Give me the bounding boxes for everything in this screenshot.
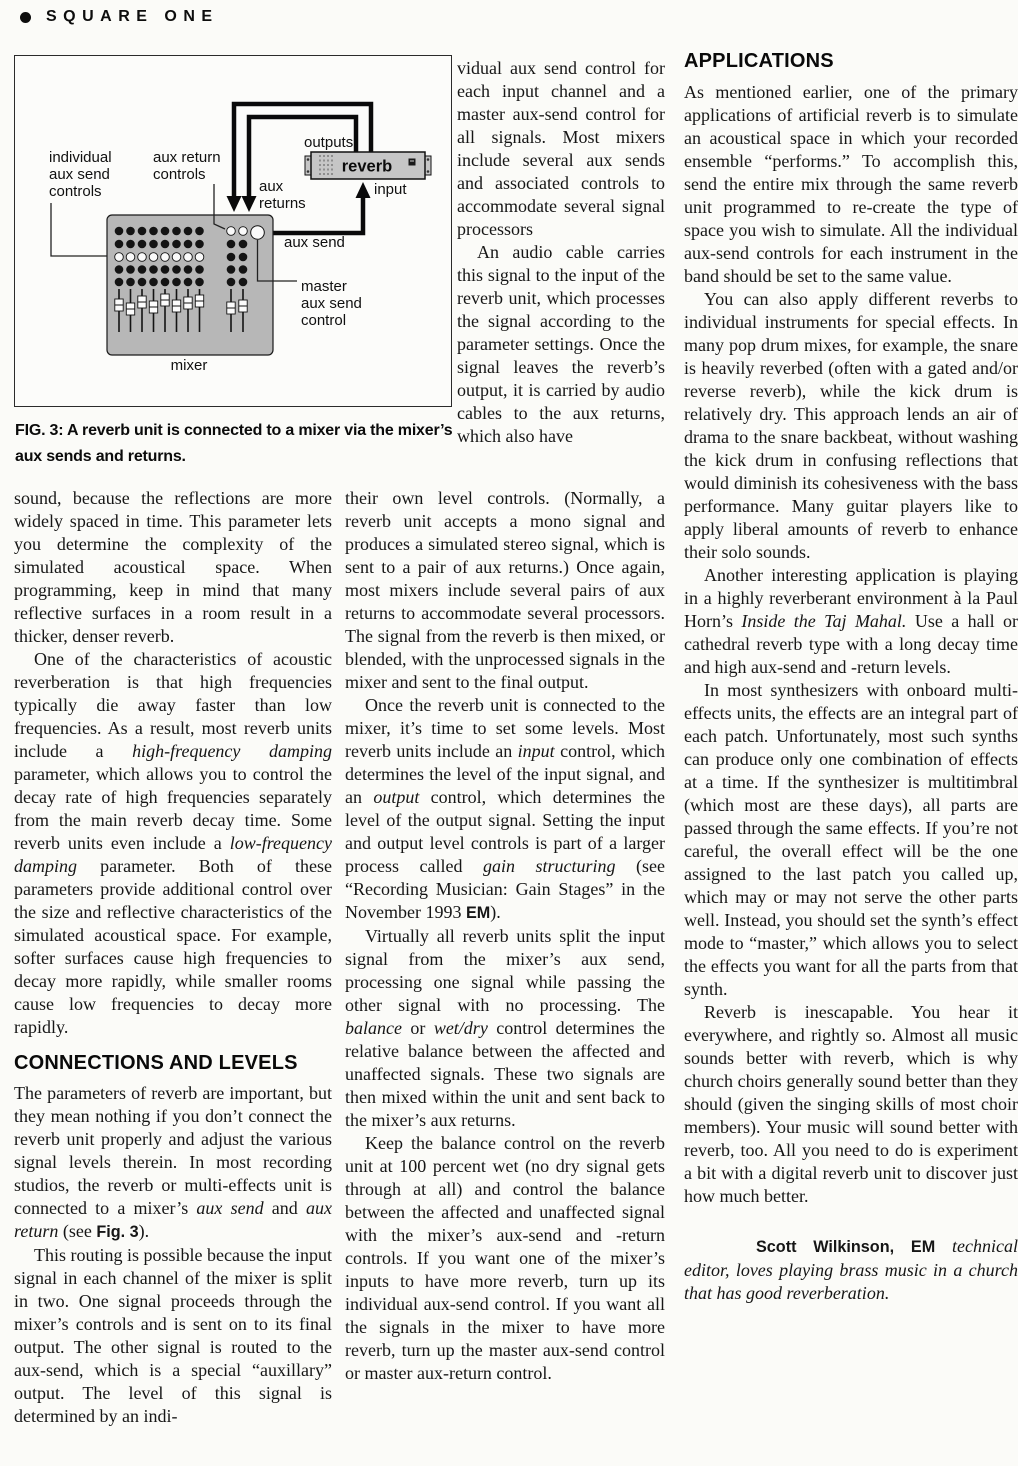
label-master-1: master <box>301 278 347 295</box>
body-paragraph <box>684 564 1018 679</box>
body-paragraph <box>14 1244 332 1428</box>
text-segment: output <box>373 787 420 807</box>
body-paragraph <box>684 288 1018 564</box>
text-segment: ). <box>490 902 501 922</box>
label-aux-send: aux send <box>284 234 345 251</box>
body-paragraph <box>684 679 1018 1001</box>
text-segment: You can also apply different reverbs to individual instruments for special effects. In many pop drum mixes, for example, the snare is heavily reverbed (often with a gated and/or reverse reverb), while the kick drum is relatively dry. This approach lends an air of drama to the snare backbeat, without washing the kick drum in confusing reflections that would diminish its cohesiveness with the bass performance. Many guitar players like to apply liberal amounts of reverb to enhance their solo sounds. <box>684 289 1018 562</box>
label-aux-returns-2: returns <box>259 195 306 212</box>
body-paragraph <box>684 1001 1018 1208</box>
text-segment: Virtually all reverb units split the input signal from the mixer’s aux send, processing one signal while passing the other signal with no processing. The <box>345 926 665 1015</box>
label-aux-return-controls-1: aux return <box>153 149 221 166</box>
text-segment: Another interesting application is playing in a highly reverberant environment à la Paul Horn’s <box>684 565 1018 631</box>
label-input: input <box>374 181 407 198</box>
text-segment: high-frequency damping <box>132 741 332 761</box>
body-paragraph <box>345 1132 665 1385</box>
text-segment: Scott Wilkinson, EM <box>756 1238 936 1256</box>
text-segment: EM <box>465 904 491 922</box>
master-aux-send-knob <box>251 226 265 240</box>
text-segment: (see “Recording Musician: Gain Stages” in the November 1993 <box>345 856 665 922</box>
text-segment: wet/dry <box>433 1018 488 1038</box>
body-paragraph <box>345 487 665 694</box>
text-segment: sound, because the reflections are more widely spaced in time. This parameter lets you determine the complexity of the simulated acoustical space. When programming, keep in mind that many reflective surfaces in a room result in a thicker, denser reverb. <box>14 488 332 646</box>
label-master-2: aux send <box>301 295 362 312</box>
text-segment: or <box>401 1018 434 1038</box>
label-individual-aux-send-1: individual <box>49 149 112 166</box>
text-segment: their own level controls. (Normally, a reverb unit accepts a mono signal and produces a simulated stereo signal, which is sent to a pair of aux returns.) Once again, most mixers include several pairs of aux returns to accommodate several processors. The signal from the reverb is then mixed, or blended, with the unprocessed signals in the mixer and sent to the final output. <box>345 488 665 692</box>
body-paragraph <box>684 81 1018 288</box>
text-segment: parameter, which allows you to control the decay rate of high frequencies separately from the main reverb decay time. Some reverb units even include a <box>14 764 332 853</box>
body-paragraph <box>345 925 665 1132</box>
text-segment: aux return <box>14 1198 332 1241</box>
text-segment: technical editor, loves playing brass music in a church that has good reverberation. <box>684 1236 1018 1303</box>
label-aux-returns-1: aux <box>259 178 284 195</box>
text-segment: and <box>263 1198 307 1218</box>
text-segment: The parameters of reverb are important, but they mean nothing if you don’t connect the reverb unit properly and adjust the various signal levels therein. In most recording studios, the reverb or multi-effects unit is connected to a mixer’s <box>14 1083 332 1218</box>
text-segment: gain structuring <box>482 856 616 876</box>
label-master-3: control <box>301 312 347 329</box>
text-segment: Use a hall or cathedral reverb type with a long decay time and high aux-send and -return levels. <box>684 611 1018 677</box>
label-mixer: mixer <box>170 357 208 374</box>
text-segment: vidual aux send control for each input channel and a master aux-send control for all signals. Most mixers include several aux sends and associated controls to accommodate several signal processors <box>457 58 665 239</box>
body-paragraph <box>457 57 665 241</box>
label-reverb: reverb <box>341 157 393 176</box>
text-segment: As mentioned earlier, one of the primary applications of artificial reverb is to simulate an acoustical space in which your recorded ensemble “performs.” To accomplish this, send the entire mix through the same reverb unit programmed to re-create the type of space you wish to simulate. All the individual aux-send controls for each instrument in the band should be set to the same value. <box>684 82 1018 286</box>
text-segment: Inside the Taj Mahal. <box>741 611 907 631</box>
heading-applications: APPLICATIONS <box>684 50 834 72</box>
label-individual-aux-send-2: aux send <box>49 166 110 183</box>
column-right <box>684 50 1018 1466</box>
text-segment: low-frequency damping <box>14 833 332 876</box>
bullet-icon <box>20 12 31 23</box>
author-bio <box>684 1235 1018 1305</box>
text-segment: control, which determines the level of the output signal. Setting the input and output level controls is part of a larger process called <box>345 787 665 876</box>
text-segment: In most synthesizers with onboard multi-effects units, the effects are an integral part of each patch. Unfortunately, most such synths can produce only one combination of effects at a time. If the synthesizer is multitimbral (which most are these days), all parts are passed through the same effects. If you’re not careful, the overall effect will be the one assigned to the last patch you called up, which may or may not serve the other parts well. Instead, you should set the synth’s effect mode to “master,” which allows you to select the effects you want for all the parts from that synth. <box>684 680 1018 999</box>
section-title: SQUARE ONE <box>46 8 219 25</box>
section-header <box>20 8 219 26</box>
column-left <box>14 487 332 1466</box>
mixer-illustration <box>107 215 273 355</box>
text-segment: ). <box>138 1221 150 1241</box>
text-segment: control determines the relative balance between the affected and unaffected signals. These two signals are then mixed within the unit and sent back to the mixer’s aux returns. <box>345 1018 665 1130</box>
text-segment: balance <box>345 1018 402 1038</box>
label-outputs: outputs <box>304 134 354 151</box>
label-individual-aux-send-3: controls <box>49 183 102 200</box>
text-segment: Keep the balance control on the reverb unit at 100 percent wet (no dry signal gets through at all) and control the balance between the affected and unaffected signal with the mixer’s aux-send and -return controls. If you want one of the mixer’s inputs to have more reverb, turn up its individual aux-send control. If you want all the signals in the mixer to have more reverb, turn up the master aux-send control or master aux-return control. <box>345 1133 665 1383</box>
text-segment: input <box>517 741 555 761</box>
label-aux-return-controls-2: controls <box>153 166 206 183</box>
body-paragraph <box>14 1082 332 1244</box>
body-paragraph <box>345 694 665 925</box>
text-segment: This routing is possible because the input signal in each channel of the mixer is split in two. One signal proceeds through the mixer’s controls and is sent on to its final output. The other signal is routed to the aux-send, which is a special “auxillary” output. The level of this signal is determined by an indi- <box>14 1245 332 1426</box>
text-segment: An audio cable carries this signal to the input of the reverb unit, which processes the signal according to the parameter settings. Once the signal leaves the reverb’s output, it is carried by audio cables to the aux returns, which also have <box>457 242 665 446</box>
body-paragraph <box>14 487 332 648</box>
body-paragraph <box>457 241 665 448</box>
body-paragraph <box>14 648 332 1039</box>
text-segment: aux send <box>196 1198 264 1218</box>
text-segment: (see <box>58 1221 97 1241</box>
heading-connections-and-levels: CONNECTIONS AND LEVELS <box>14 1052 298 1074</box>
text-segment: Once the reverb unit is connected to the mixer, it’s time to set some levels. Most reverb units include an <box>345 695 665 761</box>
column-middle <box>345 57 665 1466</box>
text-segment: control, which determines the level of the input signal, and an <box>345 741 665 807</box>
text-segment: Reverb is inescapable. You hear it everywhere, and rightly so. Almost all music sounds better with reverb, which is why church choirs generally sound better than they should (given the singing skills of most choir members). Your music will sound better with reverb, too. All you need to do is experiment a bit with a digital reverb unit to discover just how much better. <box>684 1002 1018 1206</box>
text-segment: One of the characteristics of acoustic reverberation is that high frequencies typically die away faster than low frequencies. As a result, most reverb units include a <box>14 649 332 761</box>
figure-caption: FIG. 3: A reverb unit is connected to a mixer via the mixer’s aux sends and returns. <box>15 422 453 465</box>
column-middle-narrow <box>457 57 665 487</box>
text-segment: Fig. 3 <box>96 1223 139 1241</box>
text-segment: parameter. Both of these parameters provide additional control over the size and reflective characteristics of the simulated acoustical space. For example, softer surfaces cause high frequencies to decay more rapidly, while smaller rooms cause low frequencies to decay more rapidly. <box>14 856 332 1037</box>
